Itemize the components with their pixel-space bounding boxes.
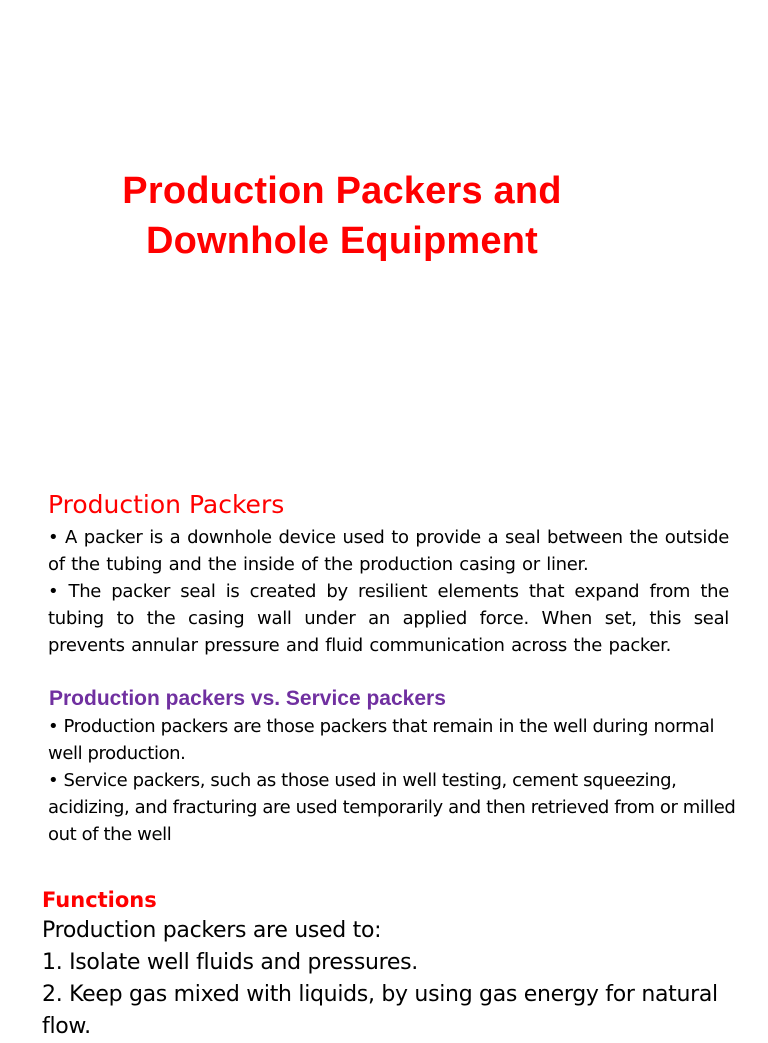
production-packers-heading: Production Packers [48,490,285,519]
title-line-2: Downhole Equipment [145,220,539,262]
title-line-1: Production Packers and [122,170,562,212]
production-packers-paragraph: • Production packers are those packers that remain in the well during normal well production. [48,716,715,764]
functions-intro: Production packers are used to: [42,918,382,943]
packer-definition-paragraph: • A packer is a downhole device used to provide a seal between the outside of the tubing and the inside of the production casing or liner. [48,527,729,575]
production-vs-service-heading: Production packers vs. Service packers [49,687,446,710]
function-item-1: 1. Isolate well fluids and pressures. [42,950,418,975]
functions-heading: Functions [42,888,157,912]
packer-seal-paragraph: • The packer seal is created by resilient elements that expand from the tubing to the casing wall under an applied force. When set, this seal prevents annular pressure and fluid communication across the packer. [48,581,729,656]
page-title [0,166,684,266]
function-item-2: 2. Keep gas mixed with liquids, by using gas energy for natural flow. [42,982,718,1039]
service-packers-paragraph: • Service packers, such as those used in well testing, cement squeezing, acidizing, and fracturing are used temporarily and then retrieved from or milled out of the well [48,770,736,845]
